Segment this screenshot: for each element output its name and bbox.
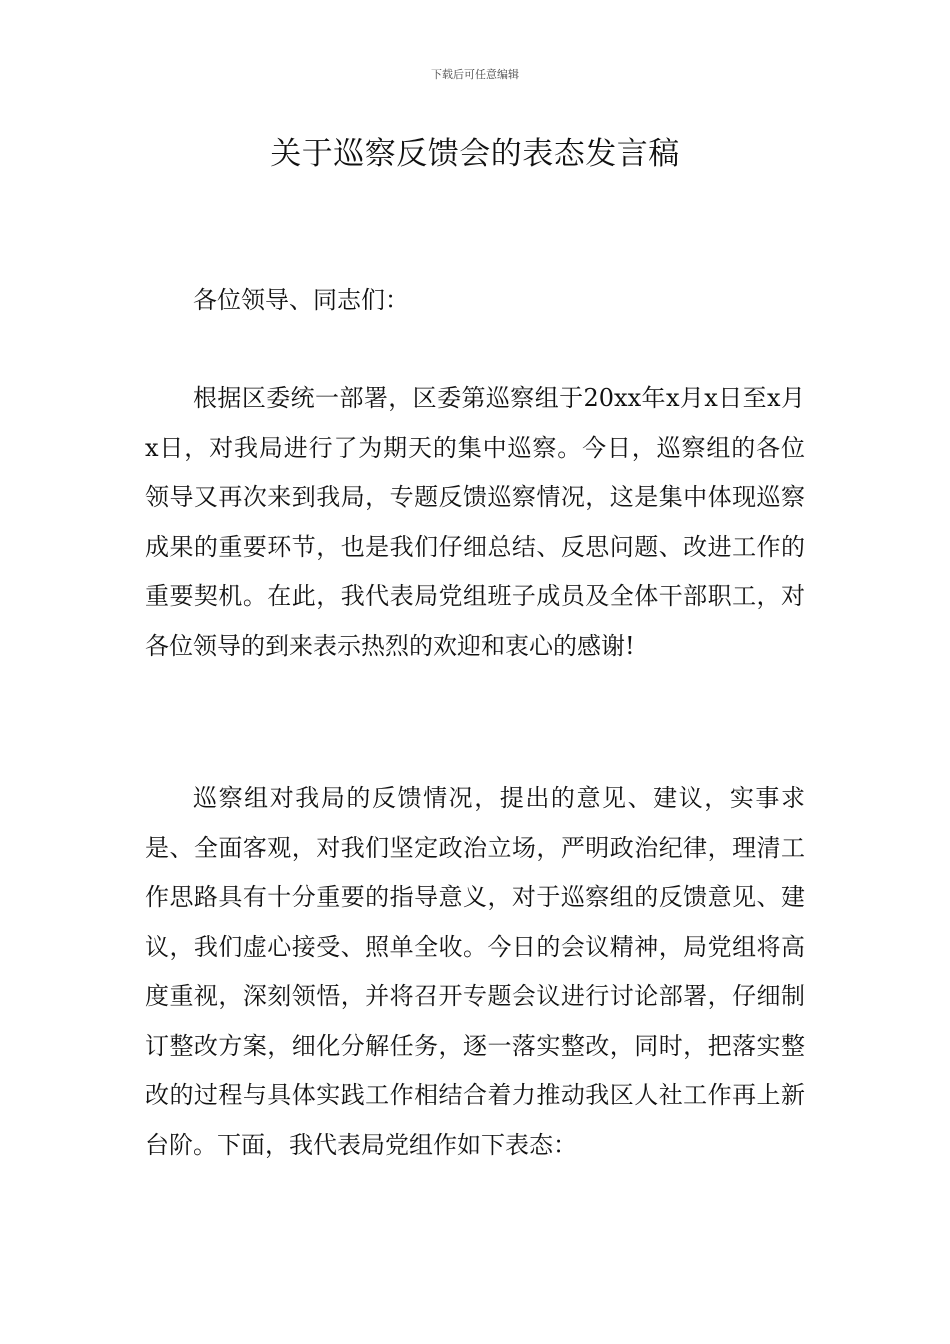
- document-title: 关于巡察反馈会的表态发言稿: [270, 136, 680, 172]
- salutation: 各位领导、同志们：: [193, 286, 409, 314]
- header-note: 下载后可任意编辑: [431, 68, 519, 81]
- paragraph: 巡察组对我局的反馈情况，提出的意见、建议，实事求是、全面客观，对我们坚定政治立场，严明政治纪律，理清工作思路具有十分重要的指导意义，对于巡察组的反馈意见、建议，我们虚心接受、照单全收。今日的会议精神，局党组将高度重视，深刻领悟，并将召开专题会议进行讨论部署，仔细制订整改方案，细化分解任务，逐一落实整改，同时，把落实整改的过程与具体实践工作相结合着力推动我区人社工作再上新台阶。下面，我代表局党组作如下表态：: [145, 784, 805, 1159]
- paragraph: 根据区委统一部署，区委第巡察组于20xx年x月x日至x月x日，对我局进行了为期天的集中巡察。今日，巡察组的各位领导又再次来到我局，专题反馈巡察情况，这是集中体现巡察成果的重要环节，也是我们仔细总结、反思问题、改进工作的重要契机。在此，我代表局党组班子成员及全体干部职工，对各位领导的到来表示热烈的欢迎和衷心的感谢!: [145, 384, 805, 660]
